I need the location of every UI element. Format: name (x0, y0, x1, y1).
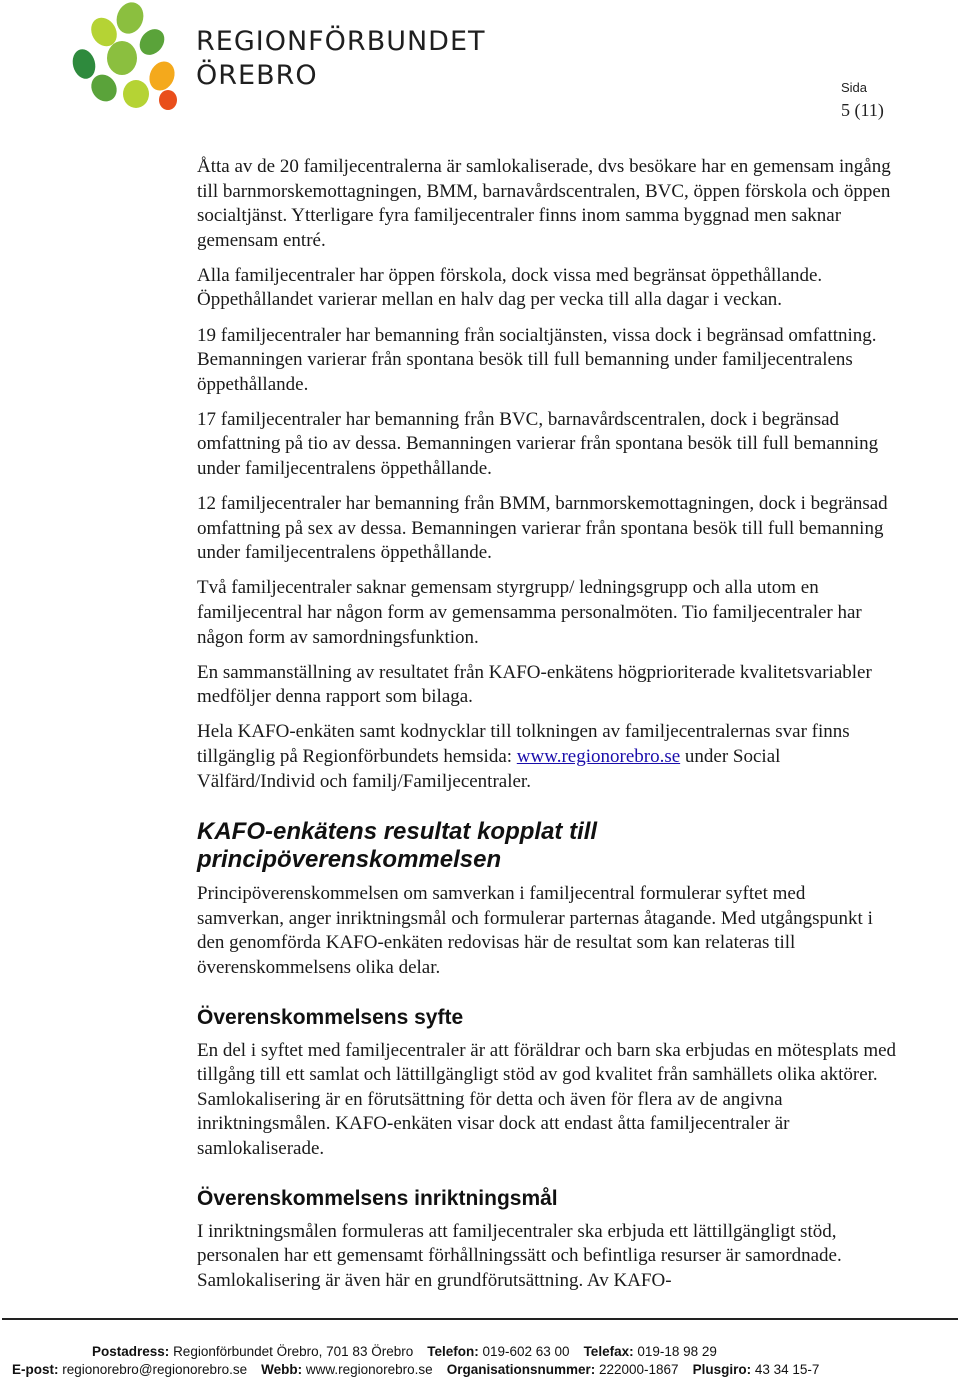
org-name-line2: ÖREBRO (196, 60, 318, 91)
organization-logo (64, 0, 484, 112)
footer-telefax-label: Telefax: (583, 1344, 634, 1359)
website-link[interactable]: www.regionorebro.se (516, 745, 681, 767)
paragraph: Alla familjecentraler har öppen förskola, dock vissa med begränsat öppethållande. Öppethållandet varierar mellan en halv dag per vecka till alla dagar i veckan. (197, 264, 823, 311)
paragraph-text: Hela KAFO-enkäten samt kodnycklar till tolkningen av familjecentralernas svar finns tillgänglig på Regionförbundets hemsida: (197, 721, 850, 767)
footer-epost-label: E-post: (12, 1362, 59, 1377)
subsection-heading-inriktningsmal: Överenskommelsens inriktningsmål (197, 1186, 558, 1210)
paragraph: 12 familjecentraler har bemanning från BMM, barnmorskemottagningen, dock i begränsad omfattning på sex av dessa. Bemanningen varierar från spontana besök till full bemanning under familjecentralens öppethållande. (197, 493, 888, 564)
subsection-heading-syfte: Överenskommelsens syfte (197, 1005, 464, 1029)
document-body (197, 155, 897, 1304)
footer-plusgiro-label: Plusgiro: (692, 1362, 752, 1377)
footer-divider (2, 1318, 958, 1320)
footer-orgnr-label: Organisationsnummer: (446, 1362, 596, 1377)
paragraph: Principöverenskommelsen om samverkan i familjecentral formulerar syftet med samverkan, anger inriktningsmål och formulerar parternas åtagande. Med utgångspunkt i den genomförda KAFO-enkäten redovisas här de resultat som kan relateras till överenskommelsens olika delar. (197, 883, 873, 978)
paragraph: 17 familjecentraler har bemanning från BVC, barnavårdscentralen, dock i begränsad omfattning på tio av dessa. Bemanningen varierar från spontana besök till full bemanning under familjecentralens öppethållande. (197, 408, 879, 480)
footer-webb-label: Webb: (261, 1362, 303, 1377)
footer-epost[interactable]: regionorebro@regionorebro.se (62, 1362, 248, 1377)
paragraph: I inriktningsmålen formuleras att familjecentraler ska erbjuda ett lättillgängligt stöd, personalen har ett gemensamt förhållningssätt och befintliga resurser är samordnade. Samlokalisering är även här en grundförutsättning. Av KAFO- (197, 1220, 842, 1291)
footer-orgnr: 222000-1867 (598, 1362, 679, 1377)
org-name-line1: REGIONFÖRBUNDET (196, 26, 486, 57)
footer-plusgiro: 43 34 15-7 (754, 1362, 820, 1377)
paragraph: En sammanställning av resultatet från KAFO-enkätens högprioriterade kvalitetsvariabler medföljer denna rapport som bilaga. (197, 661, 872, 708)
logo-mark-icon (64, 0, 184, 112)
paragraph: En del i syftet med familjecentraler är att föräldrar och barn ska erbjudas en mötesplats med tillgång till ett samlat och lättillgängligt stöd av god kvalitet från samhällets olika aktörer. Samlokalisering är en förutsättning för detta och även för flera av de angivna inriktningsmålen. KAFO-enkäten visar dock att endast åtta familjecentraler är samlokaliserade. (197, 1039, 897, 1159)
paragraph: Åtta av de 20 familjecentralerna är samlokaliserade, dvs besökare har en gemensam ingång till barnmorskemottagningen, BMM, barnavårdscentralen, BVC, öppen förskola och öppen socialtjänst. Ytterligare fyra familjecentraler finns inom samma byggnad men saknar gemensam entré. (197, 156, 891, 251)
footer-telefax: 019-18 98 29 (637, 1344, 717, 1359)
paragraph: 19 familjecentraler har bemanning från socialtjänsten, vissa dock i begränsad omfattning. Bemanningen varierar från spontana besök till full bemanning under familjecentralens öppethållande. (197, 324, 877, 395)
paragraph-with-link (197, 720, 897, 794)
footer-telefon-label: Telefon: (427, 1344, 479, 1359)
paragraph-text: under Social Välfärd/Individ och familj/Familjecentraler. (197, 745, 781, 792)
footer-webb[interactable]: www.regionorebro.se (305, 1362, 433, 1377)
page-label: Sida (841, 80, 868, 95)
footer-telefon: 019-602 63 00 (482, 1344, 570, 1359)
footer-postadress-label: Postadress: (92, 1344, 170, 1359)
footer-line1 (0, 1344, 960, 1359)
footer-postadress: Regionförbundet Örebro, 701 83 Örebro (173, 1344, 414, 1359)
page-number: 5 (11) (841, 100, 884, 120)
footer-line2 (0, 1362, 960, 1377)
paragraph: Två familjecentraler saknar gemensam styrgrupp/ ledningsgrupp och alla utom en familjecentral har någon form av gemensamma personalmöten. Tio familjecentraler har någon form av samordningsfunktion. (197, 577, 862, 648)
section-heading: KAFO-enkätens resultat kopplat till principöverenskommelsen (197, 818, 598, 874)
